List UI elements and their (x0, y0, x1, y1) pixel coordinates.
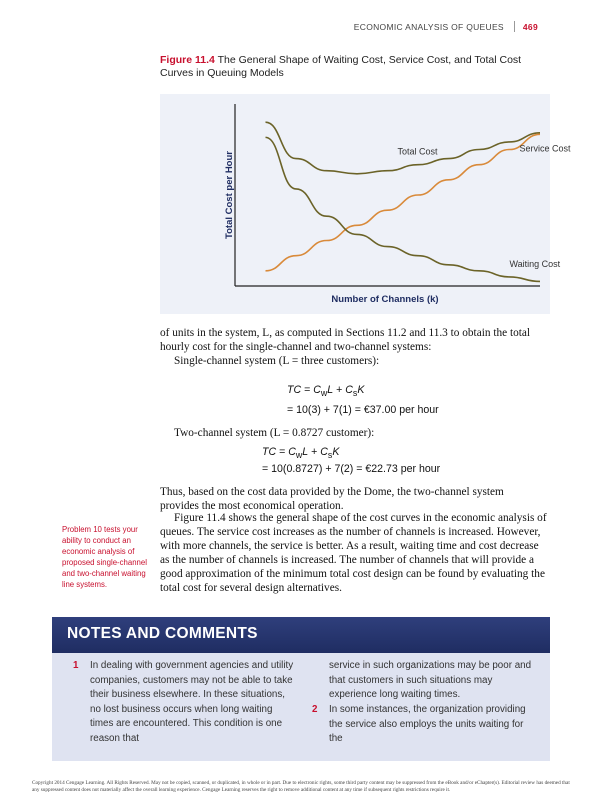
cost-chart (160, 94, 571, 314)
body-line: with more channels, the service is better. As a result, waiting time and cost decrease (160, 540, 539, 552)
two-channel-label: Two-channel system (L = 0.8727 customer): (174, 427, 375, 439)
body-line: hourly cost for the single-channel and two-channel systems: (160, 341, 432, 353)
body-line: Thus, based on the cost data provided by the Dome, the two-channel system (160, 486, 504, 498)
body-line: as the number of channels is increased. The number of channels that will provide a (160, 554, 535, 566)
note-item-2 (312, 703, 534, 747)
waiting-cost-curve (266, 137, 541, 281)
copyright-footer: Copyright 2014 Cengage Learning. All Rights Reserved. May not be copied, scanned, or duplicated, in whole or in part. Due to electronic rights, some third party content may be suppressed from the eBook and/or eChapter(s). Editorial review has deemed that any suppressed content does not materially affect the overall learning experience. Cengage Learning reserves the right to remove additional content at any time if subsequent rights restrictions require it. (32, 780, 570, 793)
two-channel-equation: TC = $C_wL + C_sK$ (262, 446, 340, 461)
note-number: 1 (73, 660, 79, 671)
service-cost-label: Service Cost (519, 143, 571, 154)
note-item-1 (73, 659, 295, 746)
body-line: provides the most economical operation. (160, 500, 344, 512)
header-divider (514, 21, 515, 32)
single-channel-equation: TC = $C_wL + C_sK$ (287, 384, 365, 399)
margin-note: Problem 10 tests your ability to conduct an economic analysis of proposed single-channel and two-channel waiting line systems. (62, 525, 147, 589)
note-number: 2 (312, 704, 318, 715)
body-paragraph-1 (160, 326, 550, 368)
single-channel-result: = 10(3) + 7(1) = €37.00 per hour (287, 404, 439, 416)
note-text: In dealing with government agencies and utility companies, customers may not be able to take their business elsewhere. In these situations, no lost business occurs when long waiting times are encountered. This condition is one reason that (90, 660, 294, 744)
running-head (354, 21, 538, 32)
x-axis-label: Number of Channels (k) (331, 294, 439, 305)
body-line: Figure 11.4 shows the general shape of the cost curves in the economic analysis of (174, 512, 547, 524)
note-item-1-continued: service in such organizations may be poor and that customers in such situations may experience long waiting times. (329, 660, 532, 700)
two-channel-label-block (160, 426, 550, 440)
notes-header (52, 617, 550, 653)
body-paragraph-2 (160, 485, 550, 513)
body-line: good approximation of the minimum total cost design can be found by evaluating the (160, 568, 545, 580)
notes-heading: NOTES AND COMMENTS (67, 625, 258, 642)
figure-label: Figure 11.4 (160, 54, 215, 66)
note-text: In some instances, the organization providing the service also employs the units waiting for the (329, 704, 526, 744)
figure-panel (160, 94, 571, 314)
figure-caption-text: The General Shape of Waiting Cost, Service Cost, and Total Cost Curves in Queuing Models (160, 54, 522, 79)
y-axis-label: Total Cost per Hour (224, 151, 235, 239)
body-line: queues. The service cost increases as the number of channels is increased. However, (160, 526, 541, 538)
body-line: total cost for several design alternatives. (160, 582, 342, 594)
notes-body (52, 653, 550, 761)
figure-caption (160, 54, 550, 80)
body-paragraph-3 (160, 511, 550, 595)
page-number: 469 (522, 22, 538, 32)
two-channel-result: = 10(0.8727) + 7(2) = €22.73 per hour (262, 463, 441, 475)
running-title: ECONOMIC ANALYSIS OF QUEUES (353, 22, 504, 32)
total-cost-label: Total Cost (397, 146, 438, 157)
waiting-cost-label: Waiting Cost (509, 258, 561, 269)
single-channel-label: Single-channel system (L = three customers): (174, 355, 380, 367)
body-line: of units in the system, L, as computed in Sections 11.2 and 11.3 to obtain the total (160, 327, 531, 339)
